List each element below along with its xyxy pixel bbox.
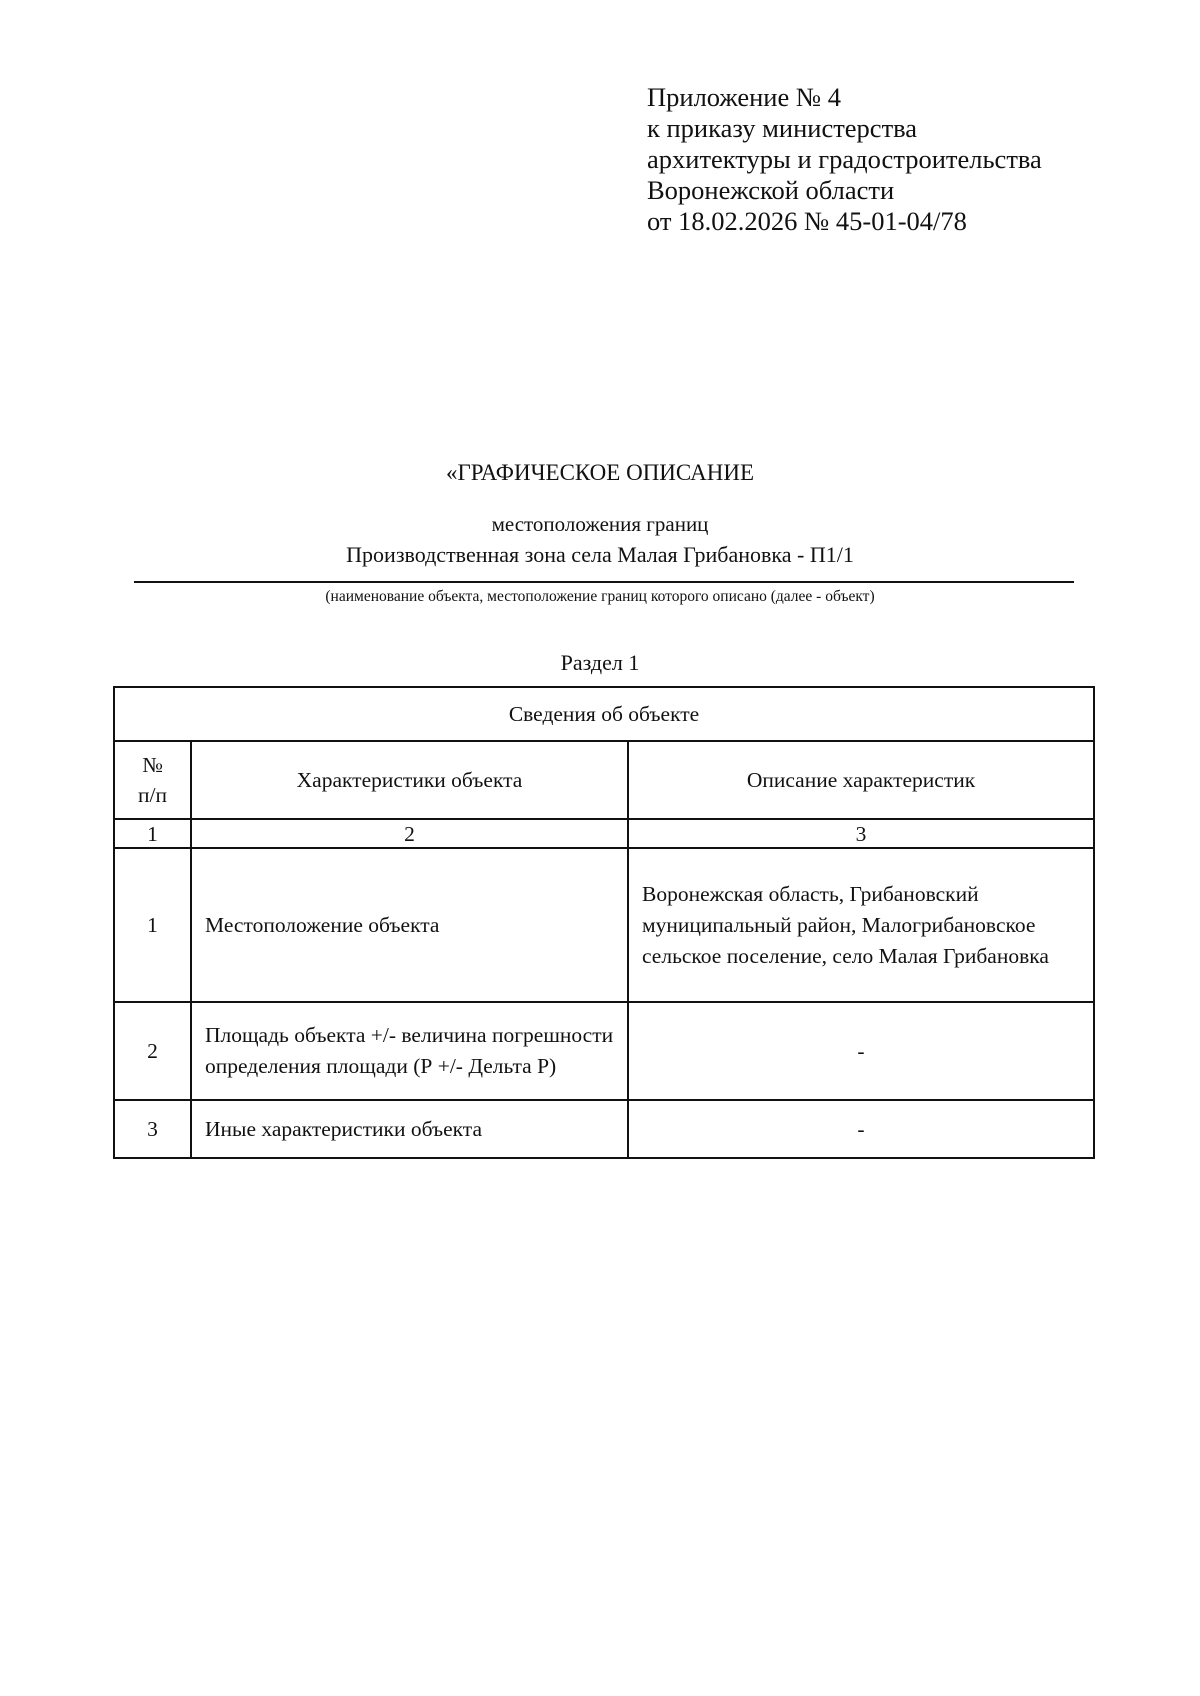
appendix-line: Приложение № 4 bbox=[647, 82, 842, 112]
object-info-table bbox=[113, 686, 1095, 1159]
object-name: Производственная зона села Малая Грибановка - П1/1 bbox=[346, 542, 854, 567]
header-number-sign: № bbox=[142, 753, 163, 777]
table-caption-row bbox=[114, 687, 1094, 741]
row-characteristic: Иные характеристики объекта bbox=[191, 1100, 628, 1158]
header-description: Описание характеристик bbox=[628, 741, 1094, 819]
row-description: Воронежская область, Грибановский муниципальный район, Малогрибановское сельское поселение, село Малая Грибановка bbox=[628, 848, 1094, 1002]
column-number: 3 bbox=[628, 819, 1094, 848]
header-characteristics: Характеристики объекта bbox=[191, 741, 628, 819]
column-number: 2 bbox=[191, 819, 628, 848]
object-name-hint: (наименование объекта, местоположение границ которого описано (далее - объект) bbox=[325, 588, 875, 605]
appendix-line: к приказу министерства bbox=[647, 113, 918, 143]
appendix-line: Воронежской области bbox=[647, 175, 895, 205]
table-caption: Сведения об объекте bbox=[114, 687, 1094, 741]
underline-rule bbox=[134, 581, 1074, 583]
appendix-block bbox=[647, 82, 1127, 237]
row-characteristic: Местоположение объекта bbox=[191, 848, 628, 1002]
table-row bbox=[114, 848, 1094, 1002]
column-number: 1 bbox=[114, 819, 191, 848]
row-index: 2 bbox=[114, 1002, 191, 1100]
document-subtitle: местоположения границ bbox=[491, 512, 709, 536]
row-description: - bbox=[628, 1100, 1094, 1158]
row-description: - bbox=[628, 1002, 1094, 1100]
document-title: «ГРАФИЧЕСКОЕ ОПИСАНИЕ bbox=[445, 460, 754, 485]
row-index: 1 bbox=[114, 848, 191, 1002]
column-number-row bbox=[114, 819, 1094, 848]
row-index: 3 bbox=[114, 1100, 191, 1158]
row-characteristic: Площадь объекта +/- величина погрешности определения площади (Р +/- Дельта Р) bbox=[191, 1002, 628, 1100]
header-number-abbr: п/п bbox=[138, 783, 167, 807]
appendix-line: от 18.02.2026 № 45-01-04/78 bbox=[647, 206, 967, 236]
appendix-line: архитектуры и градостроительства bbox=[647, 144, 1042, 174]
table-row bbox=[114, 1002, 1094, 1100]
table-row bbox=[114, 1100, 1094, 1158]
header-number bbox=[114, 741, 191, 819]
section-label: Раздел 1 bbox=[560, 650, 640, 675]
table-header-row bbox=[114, 741, 1094, 819]
